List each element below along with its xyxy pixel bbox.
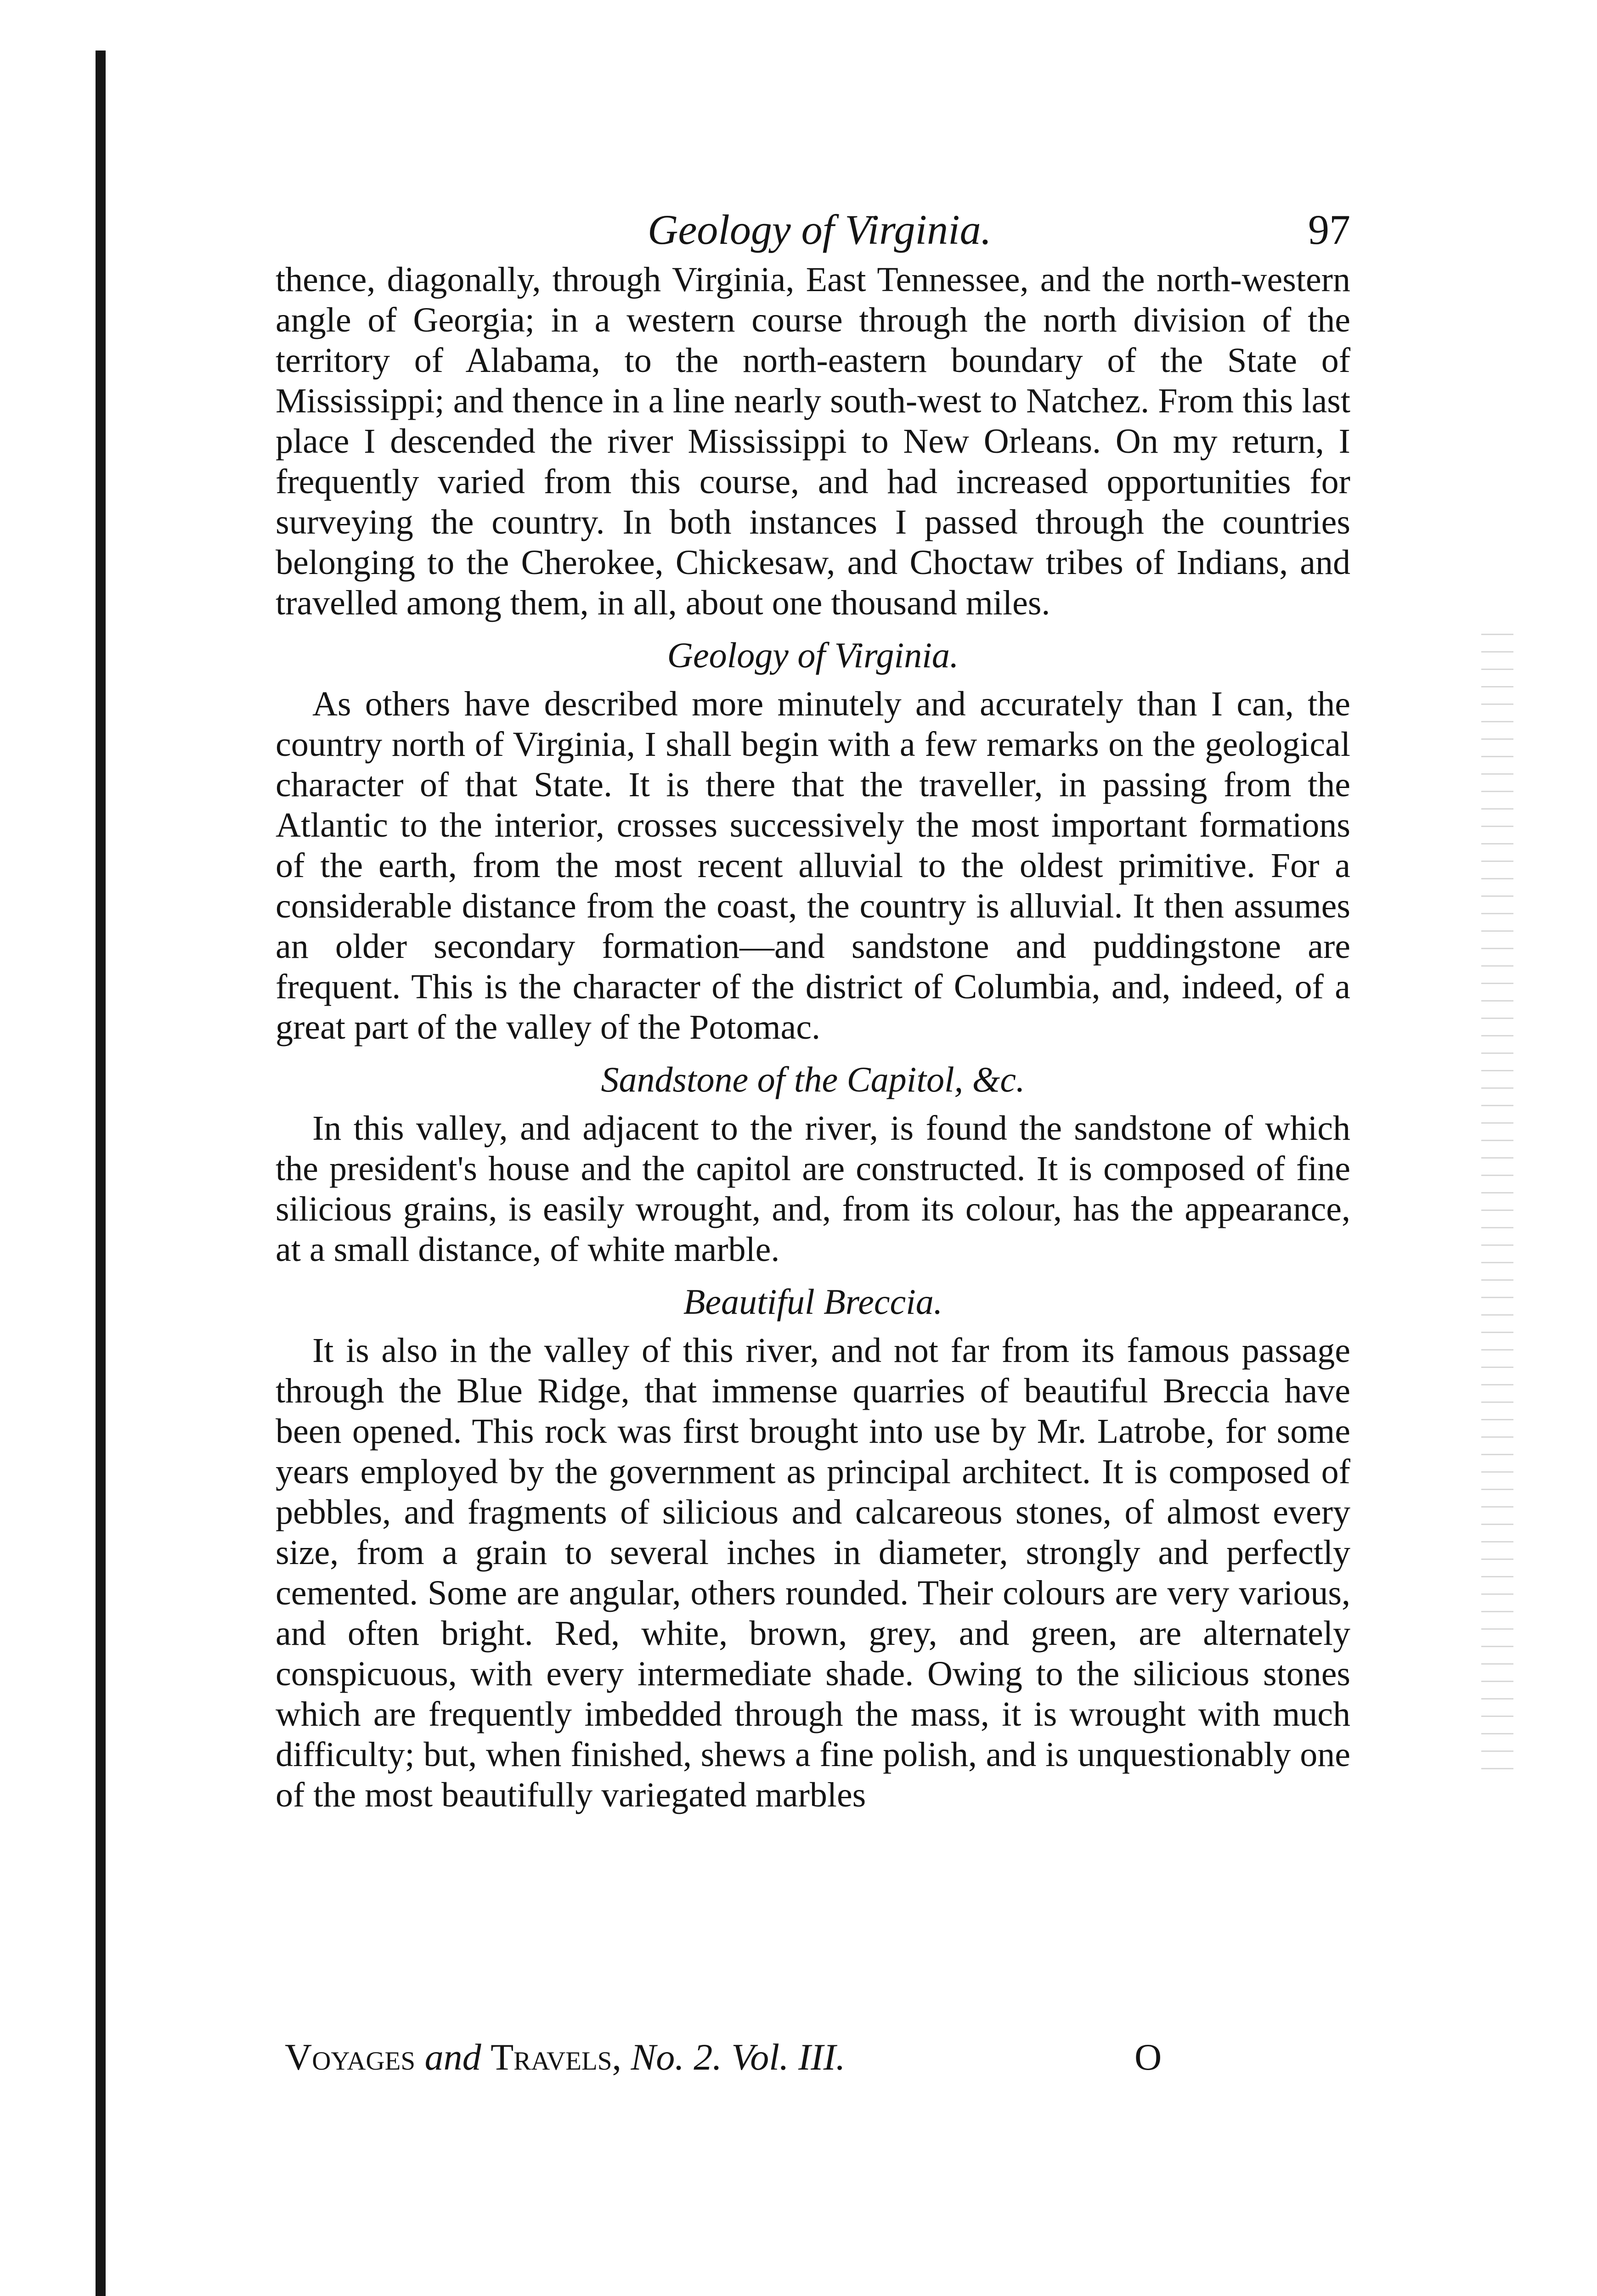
series-and: and <box>424 2036 481 2078</box>
page-gutter-specks <box>1481 634 1513 1782</box>
signature-mark: O <box>1134 2036 1162 2078</box>
section-heading-geology: Geology of Virginia. <box>667 635 959 675</box>
intro-paragraph: thence, diagonally, through Virginia, East Tennessee, and the north-western angle of Georgia; in a western course through the north division of the territory of Alabama, to the north-eastern boundary of the State of Mississippi; and thence in a line nearly south-west to Natchez. From this last place I descended the river Mississippi to New Orleans. On my return, I frequently varied from this course, and had increased opportunities for surveying the country. In both instances I passed through the countries belonging to the Cherokee, Chickesaw, and Choctaw tribes of Indians, and travelled among them, in all, about one thousand miles. <box>276 260 1350 622</box>
binding-edge-rule <box>96 51 106 2296</box>
section-heading-sandstone: Sandstone of the Capitol, &c. <box>601 1059 1025 1099</box>
page-body <box>276 259 1350 1815</box>
series-number: No. 2. <box>631 2036 722 2078</box>
series-travels: Travels, <box>491 2036 622 2078</box>
paragraph-breccia: It is also in the valley of this river, and not far from its famous passage through the Blue Ridge, that immense quarries of beautiful Breccia have been opened. This rock was first brought into use by Mr. Latrobe, for some years employed by the government as principal architect. It is composed of pebbles, and fragments of silicious and calcareous stones, of almost every size, from a grain to several inches in diameter, strongly and perfectly cemented. Some are angular, others rounded. Their colours are very various, and often bright. Red, white, brown, grey, and green, are alternately conspicuous, with every intermediate shade. Owing to the silicious stones which are frequently imbedded through the mass, it is wrought with much difficulty; but, when finished, shews a fine polish, and is unquestionably one of the most beautifully variegated marbles <box>276 1331 1350 1814</box>
page-header <box>276 197 1350 262</box>
paragraph-sandstone: In this valley, and adjacent to the river, is found the sandstone of which the president's house and the capitol are constructed. It is composed of fine silicious grains, is easily wrought, and, from its colour, has the appearance, at a small distance, of white marble. <box>276 1109 1350 1269</box>
page-number: 97 <box>1308 206 1350 253</box>
running-head: Geology of Virginia. <box>648 206 992 253</box>
footer-signature-line <box>285 2030 1341 2085</box>
section-heading-breccia: Beautiful Breccia. <box>683 1282 943 1322</box>
series-voyages: Voyages <box>285 2036 416 2078</box>
paragraph-geology: As others have described more minutely and accurately than I can, the country north of Virginia, I shall begin with a few remarks on the geological character of that State. It is there that the traveller, in passing from the Atlantic to the interior, crosses successively the most important formations of the earth, from the most recent alluvial to the oldest primitive. For a considerable distance from the coast, the country is alluvial. It then assumes an older secondary formation—and sandstone and puddingstone are frequent. This is the character of the district of Columbia, and, indeed, of a great part of the valley of the Potomac. <box>276 685 1350 1047</box>
series-volume: Vol. III. <box>731 2036 846 2078</box>
